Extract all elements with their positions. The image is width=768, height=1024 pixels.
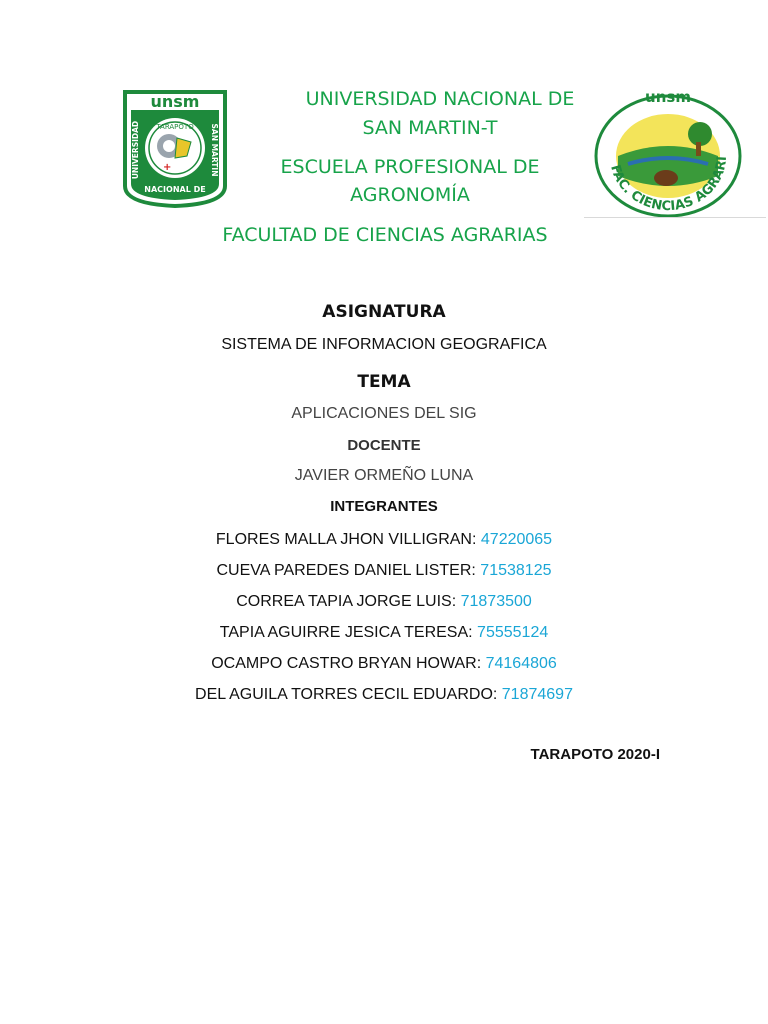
list-item — [0, 591, 768, 622]
member-name: FLORES MALLA JHON VILLIGRAN: — [215, 531, 477, 548]
docente-value: JAVIER ORMEÑO LUNA — [294, 467, 474, 484]
member-name: CUEVA PAREDES DANIEL LISTER: — [216, 562, 476, 579]
tema-value: APLICACIONES DEL SIG — [291, 405, 477, 422]
list-item — [0, 622, 768, 653]
list-item — [0, 684, 768, 715]
member-id: 71538125 — [480, 562, 552, 579]
unsm-logo — [121, 88, 229, 208]
svg-text:SAN MARTIN: SAN MARTIN — [210, 123, 219, 177]
member-name: CORREA TAPIA JORGE LUIS: — [236, 593, 457, 610]
university-title-line1: UNIVERSIDAD NACIONAL DE — [305, 88, 575, 110]
asignatura-value: SISTEMA DE INFORMACION GEOGRAFICA — [221, 336, 547, 353]
member-id: 74164806 — [485, 655, 557, 672]
list-item — [0, 529, 768, 560]
list-item — [0, 653, 768, 684]
member-id: 71873500 — [460, 593, 532, 610]
tema-heading: TEMA — [357, 372, 411, 392]
member-name: TAPIA AGUIRRE JESICA TERESA: — [219, 624, 473, 641]
member-name: OCAMPO CASTRO BRYAN HOWAR: — [211, 655, 482, 672]
svg-text:UNIVERSIDAD: UNIVERSIDAD — [131, 120, 140, 180]
svg-text:unsm: unsm — [645, 88, 691, 106]
member-name: DEL AGUILA TORRES CECIL EDUARDO: — [195, 686, 498, 703]
integrantes-heading: INTEGRANTES — [330, 498, 438, 515]
docente-heading: DOCENTE — [347, 437, 421, 454]
university-title-line2: SAN MARTIN-T — [362, 117, 498, 139]
svg-text:unsm: unsm — [150, 92, 200, 111]
member-id: 75555124 — [477, 624, 549, 641]
svg-text:NACIONAL DE: NACIONAL DE — [144, 185, 206, 194]
place-date: TARAPOTO 2020-I — [530, 746, 660, 763]
svg-text:+: + — [163, 162, 172, 173]
logo-underline — [584, 217, 766, 218]
list-item — [0, 560, 768, 591]
svg-text:TARAPOTO: TARAPOTO — [156, 123, 194, 131]
member-id: 71874697 — [501, 686, 573, 703]
members-list — [0, 529, 768, 715]
member-id: 47220065 — [480, 531, 553, 548]
school-title-line1: ESCUELA PROFESIONAL DE — [280, 156, 540, 178]
school-title-line2: AGRONOMÍA — [350, 184, 470, 206]
svg-text:FAC. CIENCIAS AGRARIAS: FAC. CIENCIAS AGRARI — [607, 155, 731, 215]
faculty-title: FACULTAD DE CIENCIAS AGRARIAS — [222, 224, 548, 246]
asignatura-heading: ASIGNATURA — [322, 302, 446, 322]
